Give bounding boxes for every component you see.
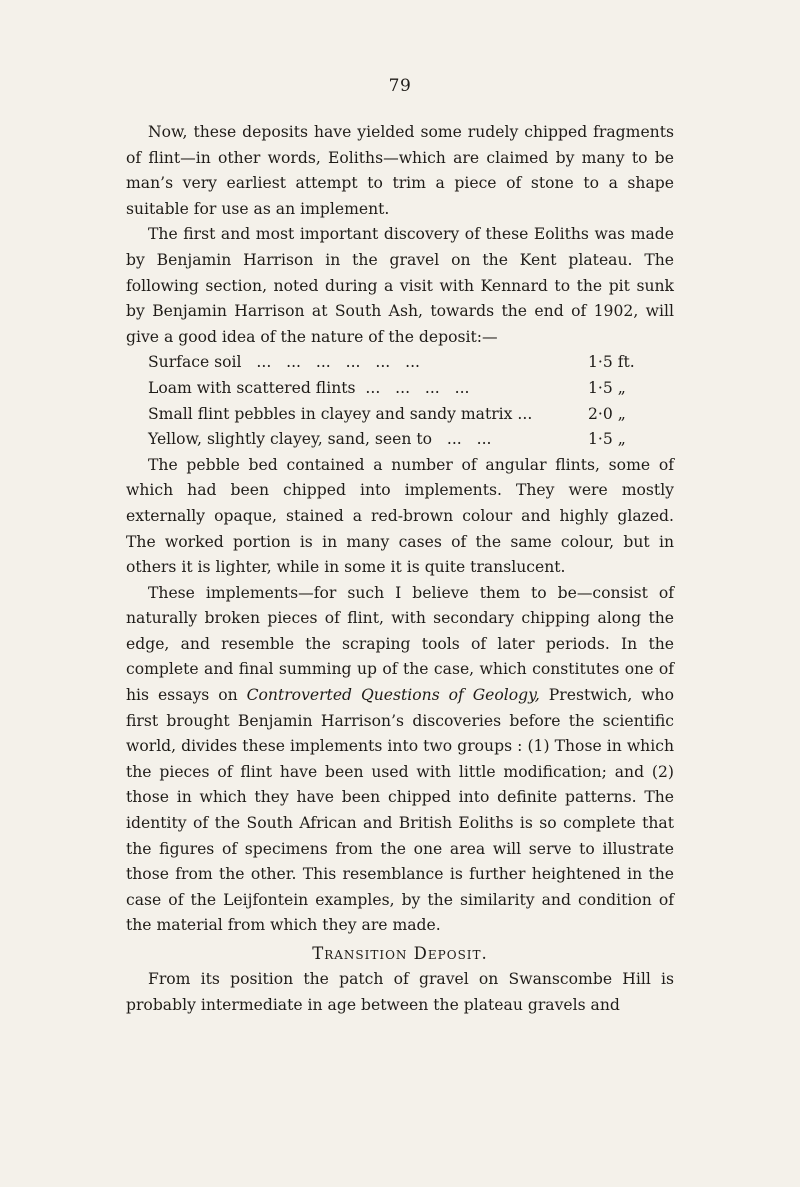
- deposit-layer: Small flint pebbles in clayey and sandy matrix ...: [148, 404, 533, 423]
- deposit-row: [148, 350, 674, 376]
- paragraph-implements: [126, 581, 674, 939]
- paragraph-harrison-discovery: The first and most important discovery of these Eoliths was made by Benjamin Harrison in the gravel on the Kent plateau. The following section, noted during a visit with Kennard to the pit sunk by Benjamin Harrison at South Ash, towards the end of 1902, will give a good idea of the nature of the deposit:—: [126, 225, 674, 346]
- page-number: 79: [388, 76, 412, 96]
- deposit-thickness: 1·5 „: [588, 430, 626, 449]
- paragraph-pebble-bed: The pebble bed contained a number of angular flints, some of which had been chipped into implements. They were mostly externally opaque, stained a red-brown colour and highly glazed. The worked portion is in many cases of the same colour, but in others it is lighter, while in some it is quite translucent.: [126, 455, 674, 577]
- paragraph-implements-part-a: These implements—for such I believe them to be—consist of naturally broken pieces of flint, with secondary chipping along the edge, and resemble the scraping tools of later periods. In the complete and final summing up of the case, which constitutes one of his essays on: [126, 583, 674, 705]
- paragraph-implements-part-b: Prestwich, who first brought Benjamin Harrison’s discoveries before the scientific world, divides these implements into two groups : (1) Those in which the pieces of flint have been used with little modification; and (2) those in which they have been chipped into definite patterns. The identity of the South African and British Eoliths is so complete that the figures of specimens from the one area will serve to illustrate those from the other. This resemblance is further heightened in the case of the Leijfontein examples, by the similarity and condition of the material from which they are made.: [126, 686, 674, 935]
- body-text: [126, 120, 674, 1018]
- paragraph-swanscombe: From its position the patch of gravel on Swanscombe Hill is probably intermediate in age between the plateau gravels and: [126, 970, 674, 1014]
- deposit-row: [148, 376, 674, 402]
- deposit-layer: Surface soil ... ... ... ... ... ...: [148, 353, 420, 372]
- deposit-thickness: 1·5 „: [588, 378, 626, 397]
- book-title-italic: Controverted Questions of Geology,: [246, 686, 540, 705]
- deposit-layer: Yellow, slightly clayey, sand, seen to ... ...: [148, 430, 492, 449]
- deposit-layer: Loam with scattered flints ... ... ... ...: [148, 378, 470, 397]
- section-heading: Transition Deposit.: [312, 944, 488, 963]
- paragraph-eoliths-intro: Now, these deposits have yielded some rudely chipped fragments of flint—in other words, Eoliths—which are claimed by many to be man’s very earliest attempt to trim a piece of stone to a shape suitable for use as an implement.: [126, 123, 674, 218]
- deposit-section-table: [148, 350, 674, 452]
- deposit-row: [148, 427, 674, 453]
- deposit-thickness: 1·5 ft.: [588, 353, 635, 372]
- deposit-row: [148, 402, 674, 428]
- deposit-thickness: 2·0 „: [588, 404, 626, 423]
